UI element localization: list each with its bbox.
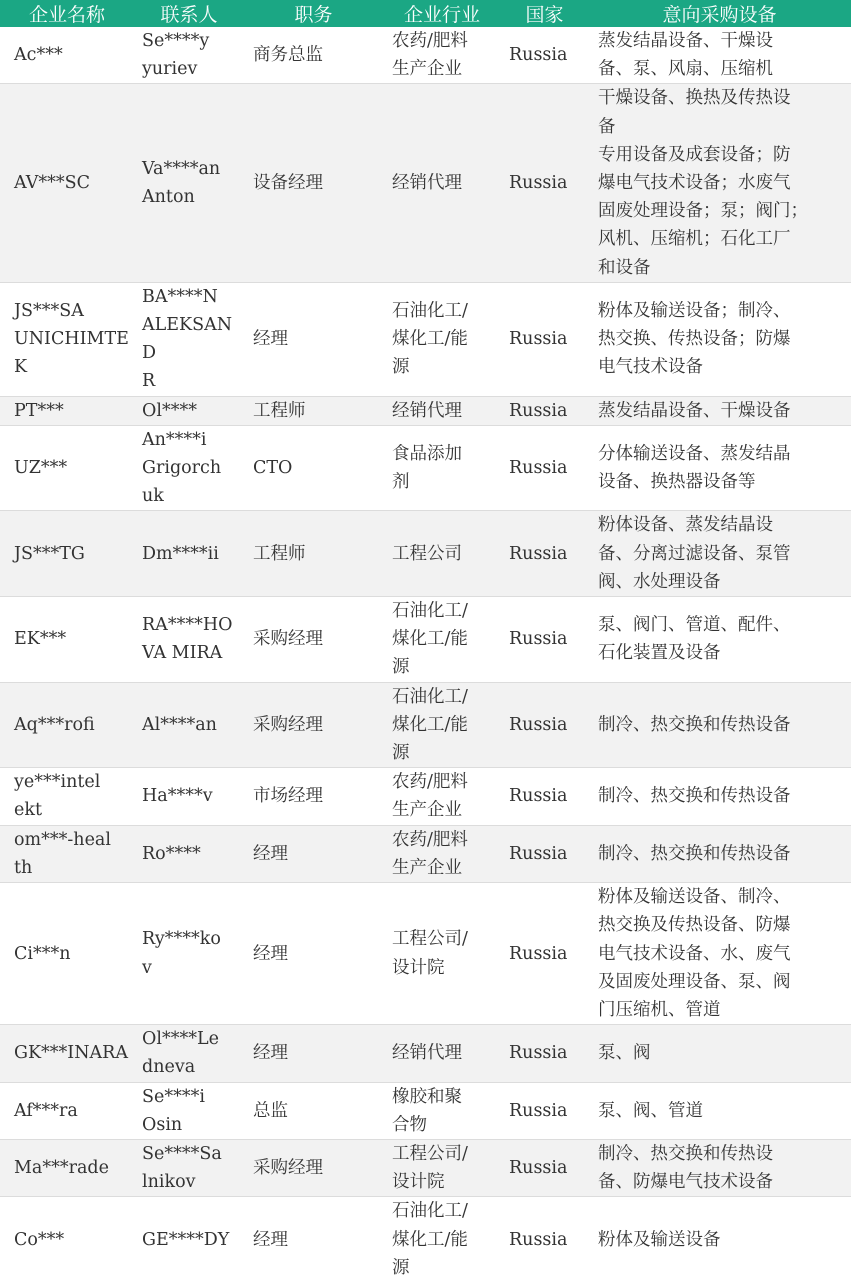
country-cell: Russia [501,1025,588,1082]
equipment-cell: 粉体及输送设备、制冷、 热交换及传热设备、防爆 电气技术设备、水、废气 及固废处理设备、泵、阀 门压缩机、管道 [588,883,851,1025]
contact-cell: Ro**** [134,825,244,882]
table-row [0,1025,851,1082]
company-cell: EK*** [0,597,134,683]
country-cell: Russia [501,1082,588,1139]
position-cell: 工程师 [244,511,383,597]
company-cell: om***-heal th [0,825,134,882]
industry-cell: 石油化工/ 煤化工/能 源 [383,597,501,683]
company-cell: AV***SC [0,84,134,282]
country-cell: Russia [501,825,588,882]
table-row [0,1082,851,1139]
position-cell: 经理 [244,825,383,882]
country-cell: Russia [501,425,588,511]
table-row [0,883,851,1025]
industry-cell: 农药/肥料 生产企业 [383,768,501,825]
industry-cell: 经销代理 [383,396,501,425]
country-cell: Russia [501,84,588,282]
contact-cell: GE****DY [134,1197,244,1282]
industry-cell: 石油化工/ 煤化工/能 源 [383,1197,501,1282]
country-cell: Russia [501,511,588,597]
header-position: 职务 [244,0,383,27]
company-cell: JS***TG [0,511,134,597]
contact-cell: Ol**** [134,396,244,425]
position-cell: 经理 [244,1025,383,1082]
company-cell: Aq***rofi [0,682,134,768]
table-row [0,1197,851,1282]
position-cell: 经理 [244,883,383,1025]
company-cell: PT*** [0,396,134,425]
industry-cell: 经销代理 [383,84,501,282]
position-cell: 总监 [244,1082,383,1139]
table-row [0,682,851,768]
equipment-cell: 粉体及输送设备；制冷、 热交换、传热设备；防爆 电气技术设备 [588,282,851,396]
header-country: 国家 [501,0,588,27]
country-cell: Russia [501,1139,588,1196]
industry-cell: 工程公司/ 设计院 [383,883,501,1025]
table-row [0,84,851,282]
country-cell: Russia [501,682,588,768]
company-cell: JS***SA UNICHIMTEK [0,282,134,396]
header-company-name: 企业名称 [0,0,134,27]
contact-cell: Ol****Le dneva [134,1025,244,1082]
country-cell: Russia [501,883,588,1025]
equipment-cell: 制冷、热交换和传热设备 [588,825,851,882]
position-cell: 采购经理 [244,682,383,768]
equipment-cell: 泵、阀、管道 [588,1082,851,1139]
table-row [0,27,851,84]
industry-cell: 工程公司 [383,511,501,597]
contact-cell: Al****an [134,682,244,768]
position-cell: 市场经理 [244,768,383,825]
equipment-cell: 干燥设备、换热及传热设 备 专用设备及成套设备；防 爆电气技术设备；水废气 固废处理设备；泵；阀门； 风机、压缩机；石化工厂 和设备 [588,84,851,282]
table-body [0,27,851,1282]
position-cell: 经理 [244,1197,383,1282]
table-row [0,597,851,683]
country-cell: Russia [501,768,588,825]
industry-cell: 橡胶和聚 合物 [383,1082,501,1139]
equipment-cell: 粉体及输送设备 [588,1197,851,1282]
position-cell: 采购经理 [244,1139,383,1196]
company-cell: Ci***n [0,883,134,1025]
contact-cell: Va****an Anton [134,84,244,282]
header-equipment: 意向采购设备 [588,0,851,27]
table-row [0,425,851,511]
equipment-cell: 蒸发结晶设备、干燥设 备、泵、风扇、压缩机 [598,31,773,80]
position-cell: CTO [244,425,383,511]
equipment-cell: 分体输送设备、蒸发结晶 设备、换热器设备等 [588,425,851,511]
contact-cell: RA****HO VA MIRA [134,597,244,683]
equipment-cell: 泵、阀门、管道、配件、 石化装置及设备 [588,597,851,683]
country-cell: Russia [501,1197,588,1282]
table-row [0,511,851,597]
equipment-cell: 泵、阀 [588,1025,851,1082]
equipment-cell: 制冷、热交换和传热设 备、防爆电气技术设备 [588,1139,851,1196]
table-row [0,396,851,425]
position-cell: 工程师 [244,396,383,425]
company-cell: Ma***rade [0,1139,134,1196]
company-cell: Co*** [0,1197,134,1282]
company-cell: ye***intel ekt [0,768,134,825]
company-cell: Ac*** [14,45,63,66]
equipment-cell: 粉体设备、蒸发结晶设 备、分离过滤设备、泵管 阀、水处理设备 [588,511,851,597]
contact-cell: Se****y yuriev [142,31,210,80]
industry-cell: 石油化工/ 煤化工/能 源 [383,682,501,768]
contact-cell: Se****i Osin [134,1082,244,1139]
company-cell: GK***INARA [0,1025,134,1082]
header-industry: 企业行业 [383,0,501,27]
industry-cell: 农药/肥料 生产企业 [392,31,468,80]
position-cell: 采购经理 [244,597,383,683]
table-row [0,768,851,825]
table-row [0,825,851,882]
company-cell: UZ*** [0,425,134,511]
position-cell: 经理 [244,282,383,396]
header-contact: 联系人 [134,0,244,27]
position-cell: 商务总监 [253,45,323,66]
country-cell: Russia [501,396,588,425]
contact-cell: Ha****v [134,768,244,825]
industry-cell: 工程公司/ 设计院 [383,1139,501,1196]
equipment-cell: 制冷、热交换和传热设备 [588,768,851,825]
country-cell: Russia [501,597,588,683]
equipment-cell: 制冷、热交换和传热设备 [588,682,851,768]
contact-cell: Ry****ko v [134,883,244,1025]
company-cell: Af***ra [0,1082,134,1139]
country-cell: Russia [509,45,568,66]
table-row [0,1139,851,1196]
industry-cell: 食品添加 剂 [383,425,501,511]
contact-cell: An****i Grigorch uk [134,425,244,511]
industry-cell: 经销代理 [383,1025,501,1082]
contact-cell: BA****N ALEKSAND R [134,282,244,396]
industry-cell: 农药/肥料 生产企业 [383,825,501,882]
position-cell: 设备经理 [244,84,383,282]
contact-cell: Dm****ii [134,511,244,597]
equipment-cell: 蒸发结晶设备、干燥设备 [588,396,851,425]
contact-cell: Se****Sa lnikov [134,1139,244,1196]
table-row [0,282,851,396]
industry-cell: 石油化工/ 煤化工/能 源 [383,282,501,396]
country-cell: Russia [501,282,588,396]
header-row [0,0,851,27]
